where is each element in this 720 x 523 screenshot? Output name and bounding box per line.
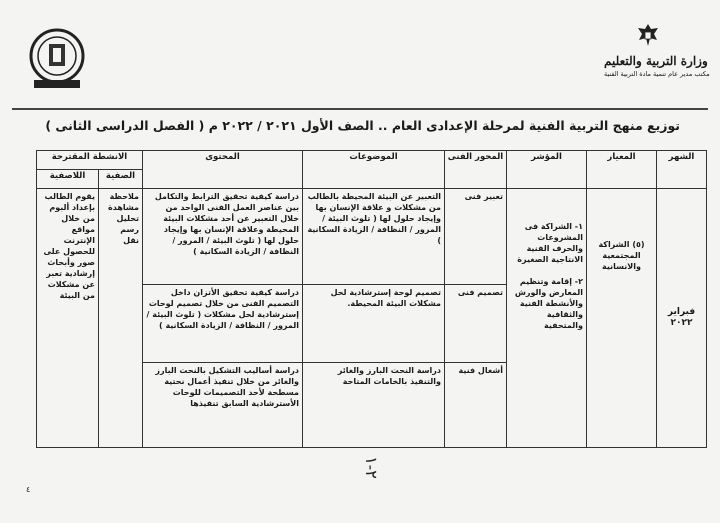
handwritten-note: ٢-١ bbox=[361, 456, 381, 479]
table-row-axis: تعبير فنى bbox=[445, 188, 507, 284]
month-cell: فبراير ٢٠٢٢ bbox=[657, 188, 707, 447]
classroom-activities bbox=[99, 188, 143, 447]
indicator-text: ١- الشراكة فى المشروعات والحرف الفنية الانتاجية الصغيرة ٢- إقامة وتنظيم المعارض والورش والأنشطة الفنية والثقافية والمتحفية bbox=[514, 221, 583, 330]
header-extracurricular: اللاصفية bbox=[37, 169, 99, 188]
table-row-topic: التعبير عن البيئة المحيطة بالطالب من مشكلات و علاقة الإنسان بها وإيجاد حلول لها ( تلوث البيئة / المرور / النظافة / الزيادة السكانية ) bbox=[303, 188, 445, 284]
standard-cell bbox=[587, 188, 657, 447]
header-axis: المحور الفنى bbox=[445, 151, 507, 189]
department-seal-icon bbox=[26, 28, 88, 90]
header-activities: الانشطة المقترحة bbox=[37, 151, 143, 170]
table-row-axis: أشغال فنية bbox=[445, 363, 507, 448]
extracurricular-text: يقوم الطالب بإعداد ألبوم من خلال مواقع الإنترنت للحصول على صور وأبحاث إرشادية تعبر عن مشكلات من البيئة bbox=[43, 191, 95, 300]
header-indicator: المؤشر bbox=[507, 151, 587, 189]
header-month: الشهر bbox=[657, 151, 707, 189]
ministry-name: وزارة التربية والتعليم bbox=[604, 54, 708, 68]
ministry-header bbox=[604, 22, 710, 78]
table-row-topic: تصميم لوحة إسترشادية لحل مشكلات البيئة المحيطة. bbox=[303, 284, 445, 362]
table-row-topic: دراسة النحت البارز والغائر والتنفيذ بالخامات المتاحة bbox=[303, 363, 445, 448]
table-row-axis: تصميم فنى bbox=[445, 284, 507, 362]
extracurricular-activities bbox=[37, 188, 99, 447]
eagle-emblem-icon bbox=[635, 22, 661, 48]
table-row-content: دراسة كيفية تحقيق الأتزان داخل التصميم الفنى من خلال تصميم لوحات إسترشادية لحل مشكلات ( تلوث البيئة / المرور / النظافة / الزيادة السكانية ) bbox=[143, 284, 303, 362]
table-row-content: دراسة كيفية تحقيق الترابط والتكامل بين عناصر العمل الفنى الواحد من خلال التعبير عن أحد مشكلات البيئة المحيطة وعلاقة الإنسان بها وإيجاد حلول لها ( تلوث البيئة / المرور / النظافة / الزيادة السكانية ) bbox=[143, 188, 303, 284]
office-name: مكتب مدير عام تنمية مادة التربية الفنية bbox=[604, 70, 710, 78]
header-classroom: الصفية bbox=[99, 169, 143, 188]
table-row-content: دراسة أساليب التشكيل بالنحت البارز والغائر من خلال تنفيذ أعمال نحتية مسطحة لأحد التصميمات للوحات الأسترشادية السابق تنفيذها bbox=[143, 363, 303, 448]
curriculum-table bbox=[36, 150, 707, 448]
classroom-list: ملاحظة مشاهدة تحليل رسم نقل bbox=[108, 191, 139, 245]
page-number: ٤ bbox=[26, 485, 31, 494]
indicator-cell bbox=[507, 188, 587, 447]
standard-text: (٥) الشراكة المجتمعية والانسانية bbox=[598, 239, 645, 271]
header-rule bbox=[12, 108, 708, 110]
document-title: توزيع منهج التربية الفنية لمرحلة الإعدادى العام .. الصف الأول ٢٠٢١ / ٢٠٢٢ م ( الفصل الدراسى الثانى ) bbox=[45, 118, 680, 133]
header-standard: المعيار bbox=[587, 151, 657, 189]
header-topics: الموضوعات bbox=[303, 151, 445, 189]
header-content: المحتوى bbox=[143, 151, 303, 189]
